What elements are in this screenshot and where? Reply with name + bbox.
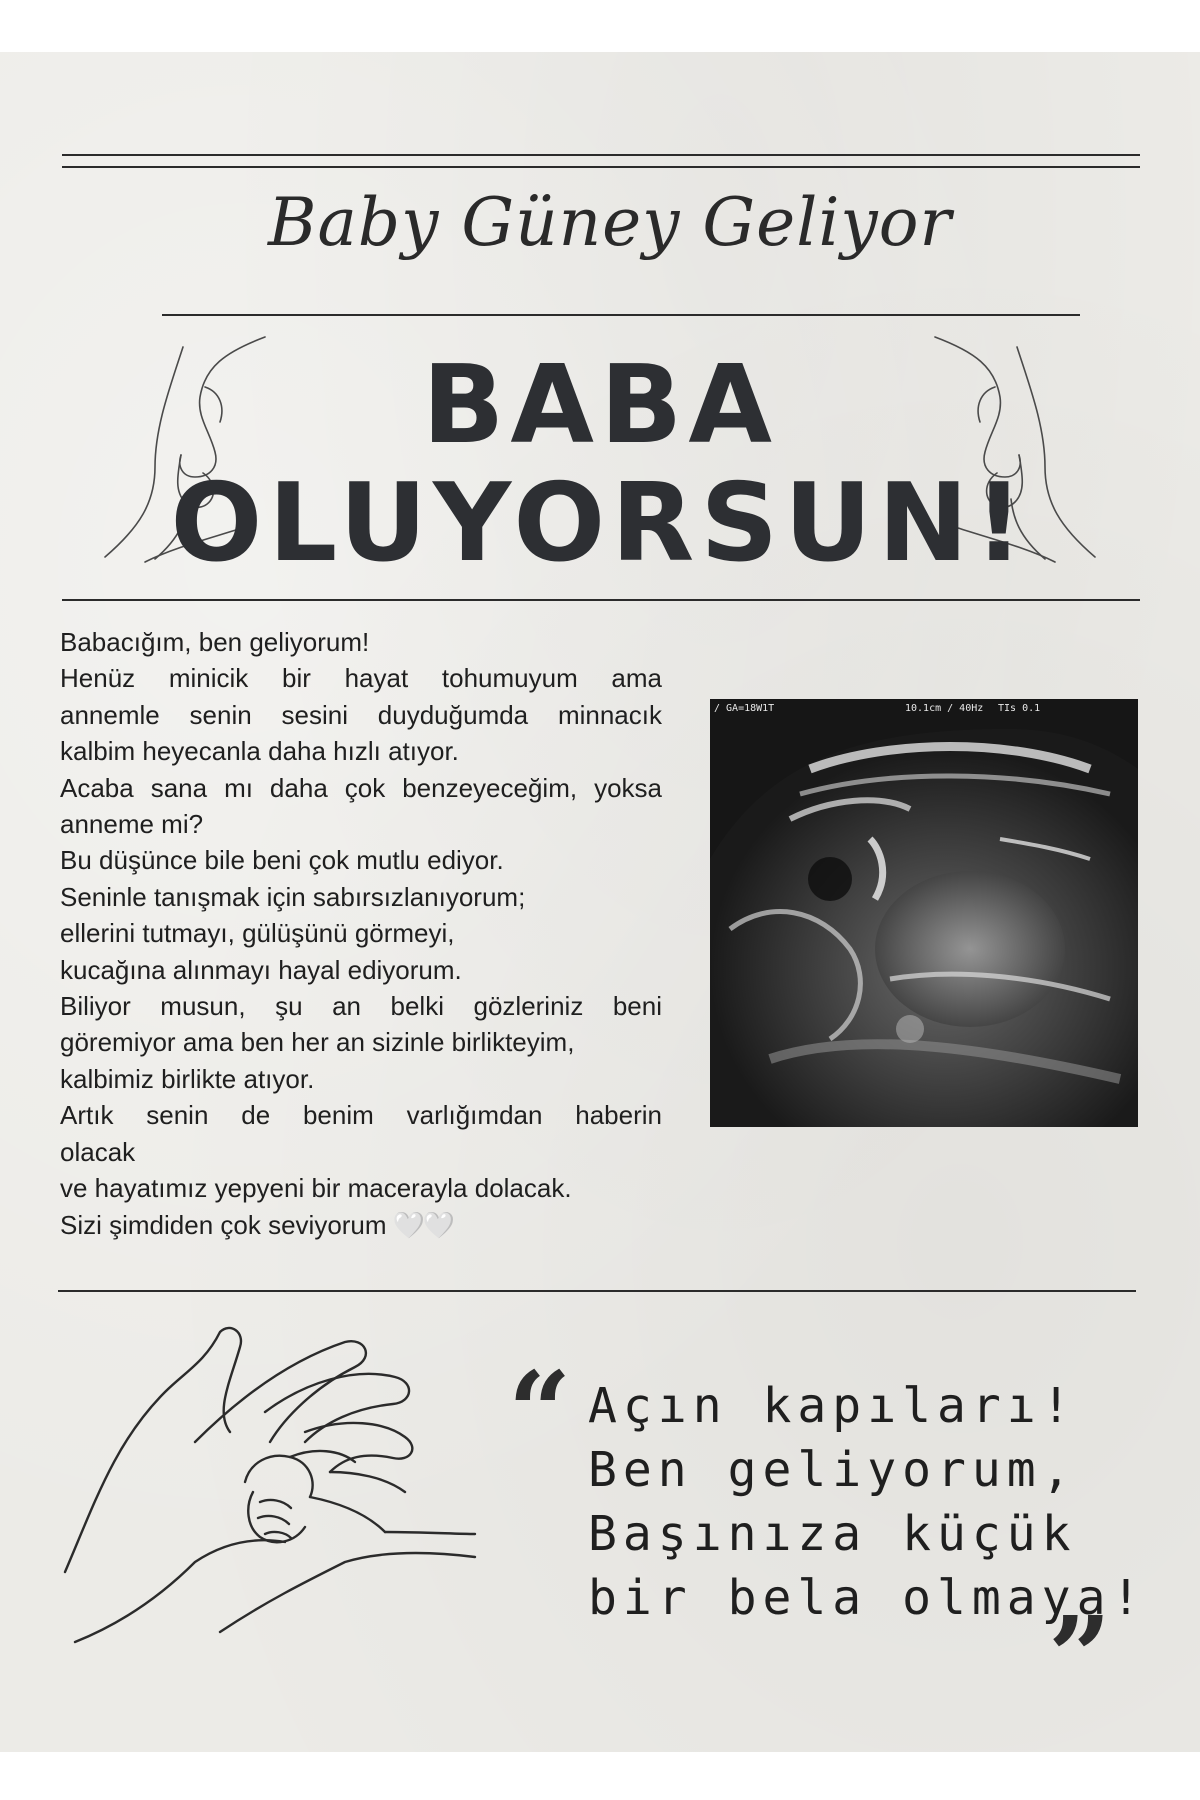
ultrasound-ga-readout: / GA=18W1T [714, 703, 775, 714]
letter-line: Artık senin de benim varlığımdan haberin [60, 1100, 662, 1131]
adult-and-baby-hand-illustration [55, 1322, 495, 1652]
headline-line-2: OLUYORSUN! [170, 461, 1030, 586]
top-rule-2 [62, 166, 1140, 168]
letter-line: ellerini tutmayı, gülüşünü görmeyi, [60, 918, 455, 949]
top-rule-1 [62, 154, 1140, 156]
letter-body [60, 624, 662, 1243]
letter-line: olacak [60, 1136, 136, 1167]
close-quote-icon: ” [1048, 1592, 1112, 1721]
letter-line: kalbim heyecanla daha hızlı atıyor. [60, 736, 459, 767]
letter-line: Bu düşünce bile beni çok mutlu ediyor. [60, 845, 504, 876]
letter-line: kucağına alınmayı hayal ediyorum. [60, 954, 462, 985]
headline-line-1: BABA [422, 343, 778, 468]
quote-line: bir bela olmaya! [588, 1570, 1147, 1626]
ultrasound-image [710, 699, 1138, 1127]
headline-bottom-rule [62, 599, 1140, 601]
title-underline [162, 314, 1080, 316]
quote-line: Başınıza küçük [588, 1506, 1077, 1562]
bottom-section-rule [58, 1290, 1136, 1292]
letter-line: Biliyor musun, şu an belki gözleriniz beni [60, 991, 662, 1022]
open-quote-icon: “ [508, 1347, 572, 1476]
quote-line: Açın kapıları! [588, 1378, 1077, 1434]
ultrasound-depth-readout: 10.1cm / 40Hz [905, 703, 984, 714]
letter-line: Henüz minicik bir hayat tohumuyum ama [60, 663, 662, 694]
ultrasound-tis-readout: TIs 0.1 [998, 703, 1041, 714]
letter-line: Seninle tanışmak için sabırsızlanıyorum; [60, 881, 526, 912]
letter-line: ve hayatımız yepyeni bir macerayla dolacak. [60, 1173, 572, 1204]
letter-line: kalbimiz birlikte atıyor. [60, 1063, 315, 1094]
letter-closing-text: Sizi şimdiden çok seviyorum [60, 1209, 387, 1240]
letter-line-last [60, 1207, 662, 1243]
letter-line: göremiyor ama ben her an sizinle birlikteyim, [60, 1027, 575, 1058]
letter-line: annemle senin sesini duyduğumda minnacık [60, 699, 662, 730]
letter-line: anneme mi? [60, 809, 204, 840]
white-heart-icon: 🤍🤍 [392, 1209, 454, 1240]
quote-line: Ben geliyorum, [588, 1442, 1077, 1498]
script-title: Baby Güney Geliyor [268, 184, 952, 261]
letter-line: Babacığım, ben geliyorum! [60, 627, 370, 657]
ultrasound-scan-graphic [710, 699, 1138, 1127]
newspaper-page [0, 52, 1200, 1752]
letter-line: Acaba sana mı daha çok benzeyeceğim, yoksa [60, 772, 662, 803]
